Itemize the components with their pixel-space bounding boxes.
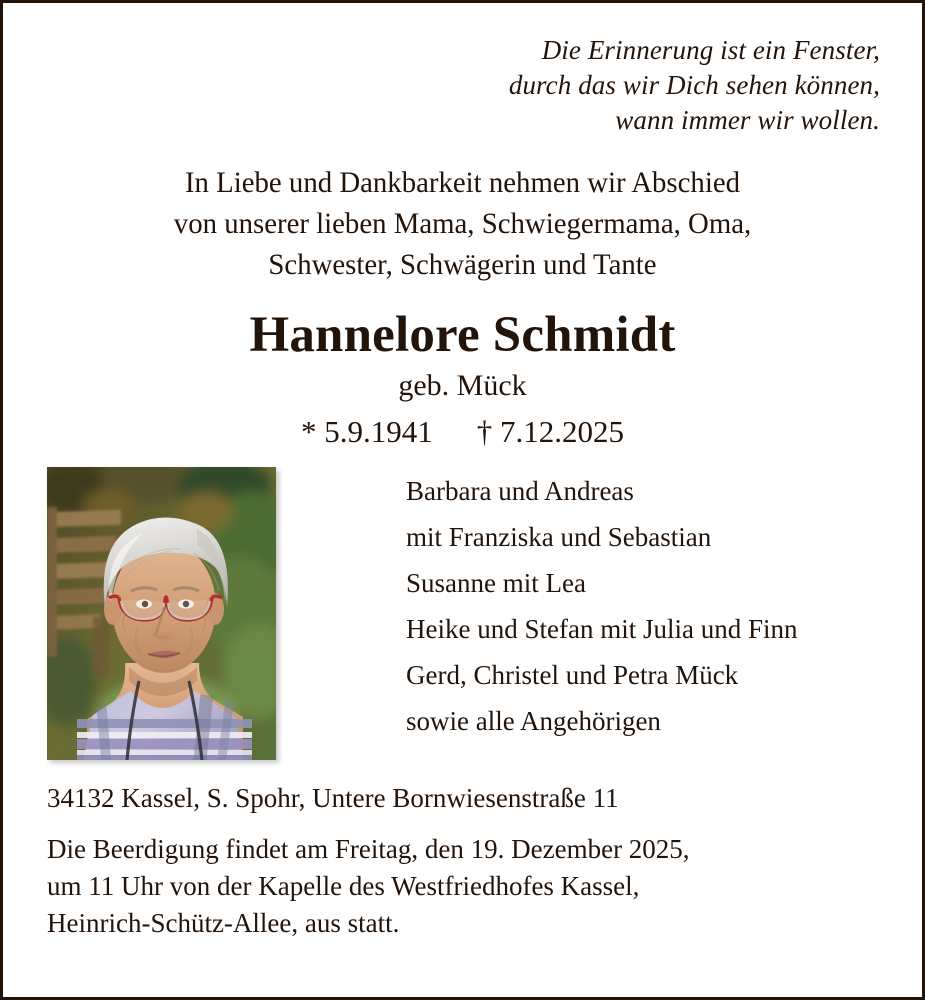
epigraph-line-2: durch das wir Dich sehen können,	[508, 70, 880, 100]
intro-line-2: von unserer lieben Mama, Schwiegermama, Oma,	[173, 207, 752, 240]
notice-inner	[3, 3, 922, 997]
family-line-5: Gerd, Christel und Petra Mück	[406, 660, 739, 690]
epigraph-line-1: Die Erinnerung ist ein Fenster,	[541, 35, 880, 65]
intro-line-3: Schwester, Schwägerin und Tante	[268, 248, 657, 281]
intro-text	[58, 162, 867, 285]
funeral-details	[41, 831, 884, 942]
deceased-maiden-name: geb. Mück	[398, 369, 527, 402]
death-symbol: †	[476, 414, 493, 449]
birth-date: 5.9.1941	[324, 414, 433, 449]
family-line-4: Heike und Stefan mit Julia und Finn	[406, 614, 798, 644]
deceased-name: Hannelore Schmidt	[249, 307, 676, 363]
epigraph-line-3: wann immer wir wollen.	[615, 105, 880, 135]
funeral-line-3: Heinrich-Schütz-Allee, aus statt.	[47, 908, 400, 938]
birth-symbol: *	[301, 414, 317, 449]
family-line-3: Susanne mit Lea	[406, 568, 586, 598]
family-line-1: Barbara und Andreas	[406, 476, 634, 506]
epigraph	[41, 33, 884, 138]
family-line-6: sowie alle Angehörigen	[406, 706, 661, 736]
intro-line-1: In Liebe und Dankbarkeit nehmen wir Abschied	[184, 166, 741, 199]
family-list	[406, 468, 797, 744]
life-dates	[41, 413, 884, 451]
address-line: 34132 Kassel, S. Spohr, Untere Bornwiesenstraße 11	[47, 783, 619, 813]
portrait-and-family-section	[41, 467, 884, 767]
family-line-2: mit Franziska und Sebastian	[406, 522, 712, 552]
funeral-line-1: Die Beerdigung findet am Freitag, den 19. Dezember 2025,	[47, 834, 690, 864]
portrait-photo-image	[47, 467, 276, 760]
portrait-photo	[47, 467, 276, 760]
death-date: 7.12.2025	[500, 414, 624, 449]
funeral-line-2: um 11 Uhr von der Kapelle des Westfriedhofes Kassel,	[47, 871, 640, 901]
